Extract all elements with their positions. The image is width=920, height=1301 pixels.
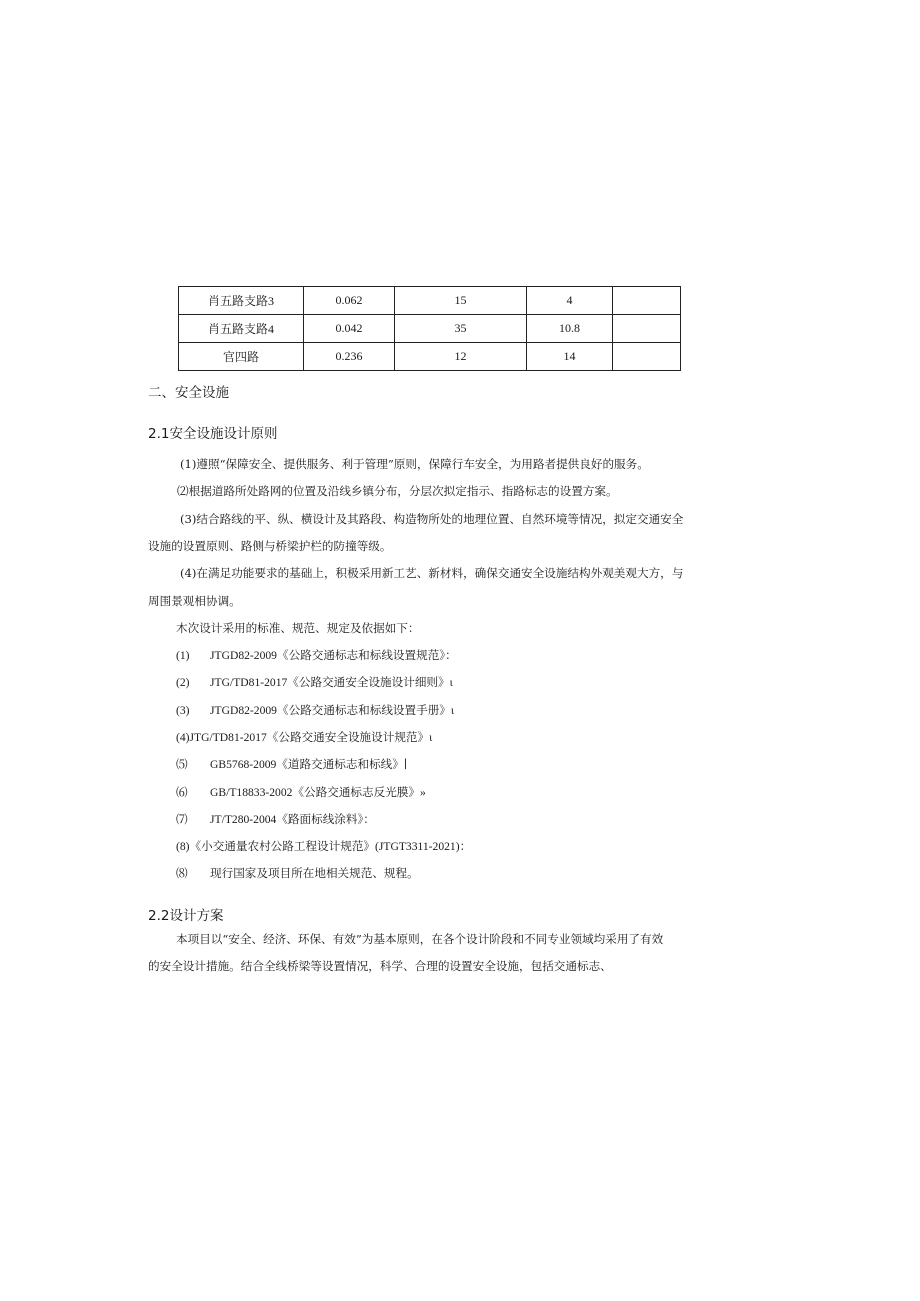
principle-paragraph-2: ⑵根据道路所处路网的位置及沿线乡镇分布，分层次拟定指示、指路标志的设置方案。: [177, 484, 618, 498]
principle-paragraph-1: (1)遵照“保障安全、提供服务、利于管理”原则，保障行车安全，为用路者提供良好的服务。: [180, 457, 649, 471]
table-cell: 10.8: [527, 315, 613, 343]
reference-number: ⑹: [176, 786, 188, 799]
table-cell: 肖五路支路3: [179, 287, 304, 315]
reference-text: GB5768-2009《道路交通标志和标线》∣: [210, 758, 408, 771]
reference-item: [176, 839, 471, 855]
reference-item: [176, 785, 426, 801]
reference-number: ⑻: [176, 867, 188, 880]
reference-number: (2): [176, 676, 190, 689]
subsection-heading-design-plan: 2.2设计方案: [148, 908, 224, 924]
reference-text: JTGD82-2009《公路交通标志和标线设置手册》ι: [210, 704, 455, 717]
reference-text: (8)《小交通量农村公路工程设计规范》(JTGT3311-2021)：: [176, 840, 472, 853]
principle-paragraph-4-line-2: 周围景观相协调。: [148, 594, 241, 608]
reference-number: ⑸: [176, 758, 188, 771]
reference-item: [176, 675, 453, 691]
section-heading-safety: 二、安全设施: [148, 385, 229, 401]
table-cell: [613, 315, 681, 343]
reference-text: JTGD82-2009《公路交通标志和标线设置规范》：: [210, 649, 457, 662]
reference-text: JTG/TD81-2017《公路交通安全设施设计细则》ι: [210, 676, 453, 689]
reference-text: GB/T18833-2002《公路交通标志反光膜》»: [210, 786, 426, 799]
table-cell: 0.062: [304, 287, 395, 315]
references-intro: 木次设计采用的标准、规范、规定及依据如下：: [176, 621, 420, 635]
table-row: [179, 287, 681, 315]
reference-item: [176, 812, 375, 828]
reference-text: JT/T280-2004《路面标线涂料》：: [210, 813, 375, 826]
reference-number: ⑺: [176, 813, 188, 826]
design-plan-line-2: 的安全设计措施。结合全线桥梁等设置情况，科学、合理的设置安全设施，包括交通标志、: [148, 959, 612, 973]
table-cell: 0.042: [304, 315, 395, 343]
principle-paragraph-3-line-1: (3)结合路线的平、纵、横设计及其路段、构造物所处的地理位置、自然环境等情况，拟定交通安全: [180, 512, 684, 526]
table-cell: 0.236: [304, 343, 395, 371]
reference-item: [176, 648, 457, 664]
reference-number: (1): [176, 649, 190, 662]
design-plan-line-1: 本项目以“安全、经济、环保、有效”为基本原则，在各个设计阶段和不同专业领域均采用了有效: [176, 932, 664, 946]
principle-paragraph-3-line-2: 设施的设置原则、路侧与桥梁护栏的防撞等级。: [148, 539, 392, 553]
table-cell: 14: [527, 343, 613, 371]
reference-text: 现行国家及项目所在地相关规范、规程。: [210, 867, 419, 880]
reference-item: [176, 866, 419, 882]
table-cell: 4: [527, 287, 613, 315]
principle-paragraph-4-line-1: (4)在满足功能要求的基础上，积极采用新工艺、新材料，确保交通安全设施结构外观美观大方，与: [180, 566, 684, 580]
table-cell: 15: [395, 287, 527, 315]
reference-item: [176, 730, 432, 746]
table-cell: 12: [395, 343, 527, 371]
table-cell: 肖五路支路4: [179, 315, 304, 343]
table-row: [179, 315, 681, 343]
reference-number: (3): [176, 704, 190, 717]
reference-text: (4)JTG/TD81-2017《公路交通安全设施设计规范》ι: [176, 731, 433, 744]
subsection-heading-principles: 2.1安全设施设计原则: [148, 426, 278, 442]
table-cell: 官四路: [179, 343, 304, 371]
road-data-table: [178, 286, 681, 371]
reference-item: [176, 703, 454, 719]
table-cell: [613, 343, 681, 371]
table-cell: [613, 287, 681, 315]
reference-item: [176, 757, 407, 773]
table-row: [179, 343, 681, 371]
table-cell: 35: [395, 315, 527, 343]
